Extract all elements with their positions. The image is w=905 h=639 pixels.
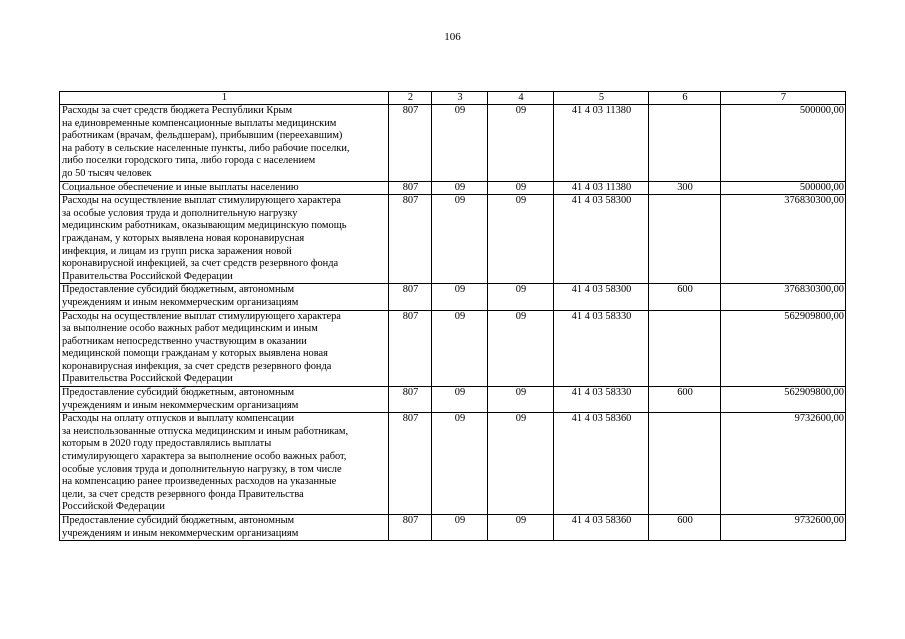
row-code: 807 (389, 105, 432, 182)
row-description: Предоставление субсидий бюджетным, автономным учреждениям и иным некоммерческим организациям (60, 515, 389, 541)
row-target-article: 41 4 03 58330 (554, 387, 649, 413)
row-description: Предоставление субсидий бюджетным, автономным учреждениям и иным некоммерческим организациям (60, 387, 389, 413)
row-section: 09 (432, 195, 488, 284)
row-expense-type (649, 310, 721, 387)
row-amount: 9732600,00 (721, 515, 846, 541)
row-expense-type: 600 (649, 515, 721, 541)
row-target-article: 41 4 03 58300 (554, 284, 649, 310)
row-subsection: 09 (488, 284, 554, 310)
row-subsection: 09 (488, 310, 554, 387)
row-description: Расходы на осуществление выплат стимулирующего характера за особые условия труда и дополнительную нагрузку медицинским работникам, оказывающим медицинскую помощь гражданам, у которых выявлена новая коронавирусная инфекция, и лицам из групп риска заражения новой коронавирусной инфекцией, за счет средств резервного фонда Правительства Российской Федерации (60, 195, 389, 284)
row-code: 807 (389, 515, 432, 541)
row-target-article: 41 4 03 11380 (554, 105, 649, 182)
row-description: Расходы на оплату отпусков и выплату компенсации за неиспользованные отпуска медицинским и иным работникам, которым в 2020 году предоставлялись выплаты стимулирующего характера за выполнение особо важных работ, особые условия труда и дополнительную нагрузку, в том числе на компенсацию ранее произведенных расходов на указанные цели, за счет средств резервного фонда Правительства Российской Федерации (60, 413, 389, 515)
row-expense-type (649, 105, 721, 182)
table-row (60, 387, 846, 413)
table-row (60, 515, 846, 541)
row-description: Социальное обеспечение и иные выплаты населению (60, 181, 389, 195)
row-amount: 376830300,00 (721, 195, 846, 284)
row-description: Расходы на осуществление выплат стимулирующего характера за выполнение особо важных работ медицинским и иным работникам непосредственно участвующим в оказании медицинской помощи гражданам у которых выявлена новая коронавирусная инфекция, за счет средств резервного фонда Правительства Российской Федерации (60, 310, 389, 387)
budget-table (59, 91, 846, 541)
row-code: 807 (389, 195, 432, 284)
row-subsection: 09 (488, 195, 554, 284)
table-row (60, 413, 846, 515)
column-header: 6 (649, 92, 721, 105)
row-expense-type: 300 (649, 181, 721, 195)
row-section: 09 (432, 387, 488, 413)
row-code: 807 (389, 310, 432, 387)
row-amount: 500000,00 (721, 105, 846, 182)
row-subsection: 09 (488, 181, 554, 195)
column-header: 5 (554, 92, 649, 105)
row-subsection: 09 (488, 105, 554, 182)
page-number: 106 (444, 31, 461, 43)
row-target-article: 41 4 03 58300 (554, 195, 649, 284)
row-amount: 376830300,00 (721, 284, 846, 310)
table-row (60, 195, 846, 284)
row-subsection: 09 (488, 413, 554, 515)
row-section: 09 (432, 105, 488, 182)
row-expense-type: 600 (649, 284, 721, 310)
row-amount: 500000,00 (721, 181, 846, 195)
column-header: 2 (389, 92, 432, 105)
row-section: 09 (432, 181, 488, 195)
row-code: 807 (389, 413, 432, 515)
row-target-article: 41 4 03 58360 (554, 515, 649, 541)
row-section: 09 (432, 515, 488, 541)
row-subsection: 09 (488, 387, 554, 413)
row-target-article: 41 4 03 58330 (554, 310, 649, 387)
row-subsection: 09 (488, 515, 554, 541)
row-section: 09 (432, 413, 488, 515)
row-section: 09 (432, 284, 488, 310)
row-section: 09 (432, 310, 488, 387)
row-code: 807 (389, 181, 432, 195)
column-header: 4 (488, 92, 554, 105)
header-row (60, 92, 846, 105)
row-target-article: 41 4 03 58360 (554, 413, 649, 515)
column-header: 3 (432, 92, 488, 105)
row-amount: 9732600,00 (721, 413, 846, 515)
row-code: 807 (389, 387, 432, 413)
row-description: Расходы за счет средств бюджета Республики Крым на единовременные компенсационные выплаты медицинским работникам (врачам, фельдшерам), прибывшим (переехавшим) на работу в сельские населенные пункты, либо рабочие поселки, либо поселки городского типа, либо города с населением до 50 тысяч человек (60, 105, 389, 182)
row-code: 807 (389, 284, 432, 310)
row-description: Предоставление субсидий бюджетным, автономным учреждениям и иным некоммерческим организациям (60, 284, 389, 310)
table-row (60, 310, 846, 387)
row-amount: 562909800,00 (721, 310, 846, 387)
table-row (60, 181, 846, 195)
column-header: 1 (60, 92, 389, 105)
table-row (60, 105, 846, 182)
row-target-article: 41 4 03 11380 (554, 181, 649, 195)
table-row (60, 284, 846, 310)
row-expense-type: 600 (649, 387, 721, 413)
row-expense-type (649, 195, 721, 284)
row-expense-type (649, 413, 721, 515)
row-amount: 562909800,00 (721, 387, 846, 413)
column-header: 7 (721, 92, 846, 105)
